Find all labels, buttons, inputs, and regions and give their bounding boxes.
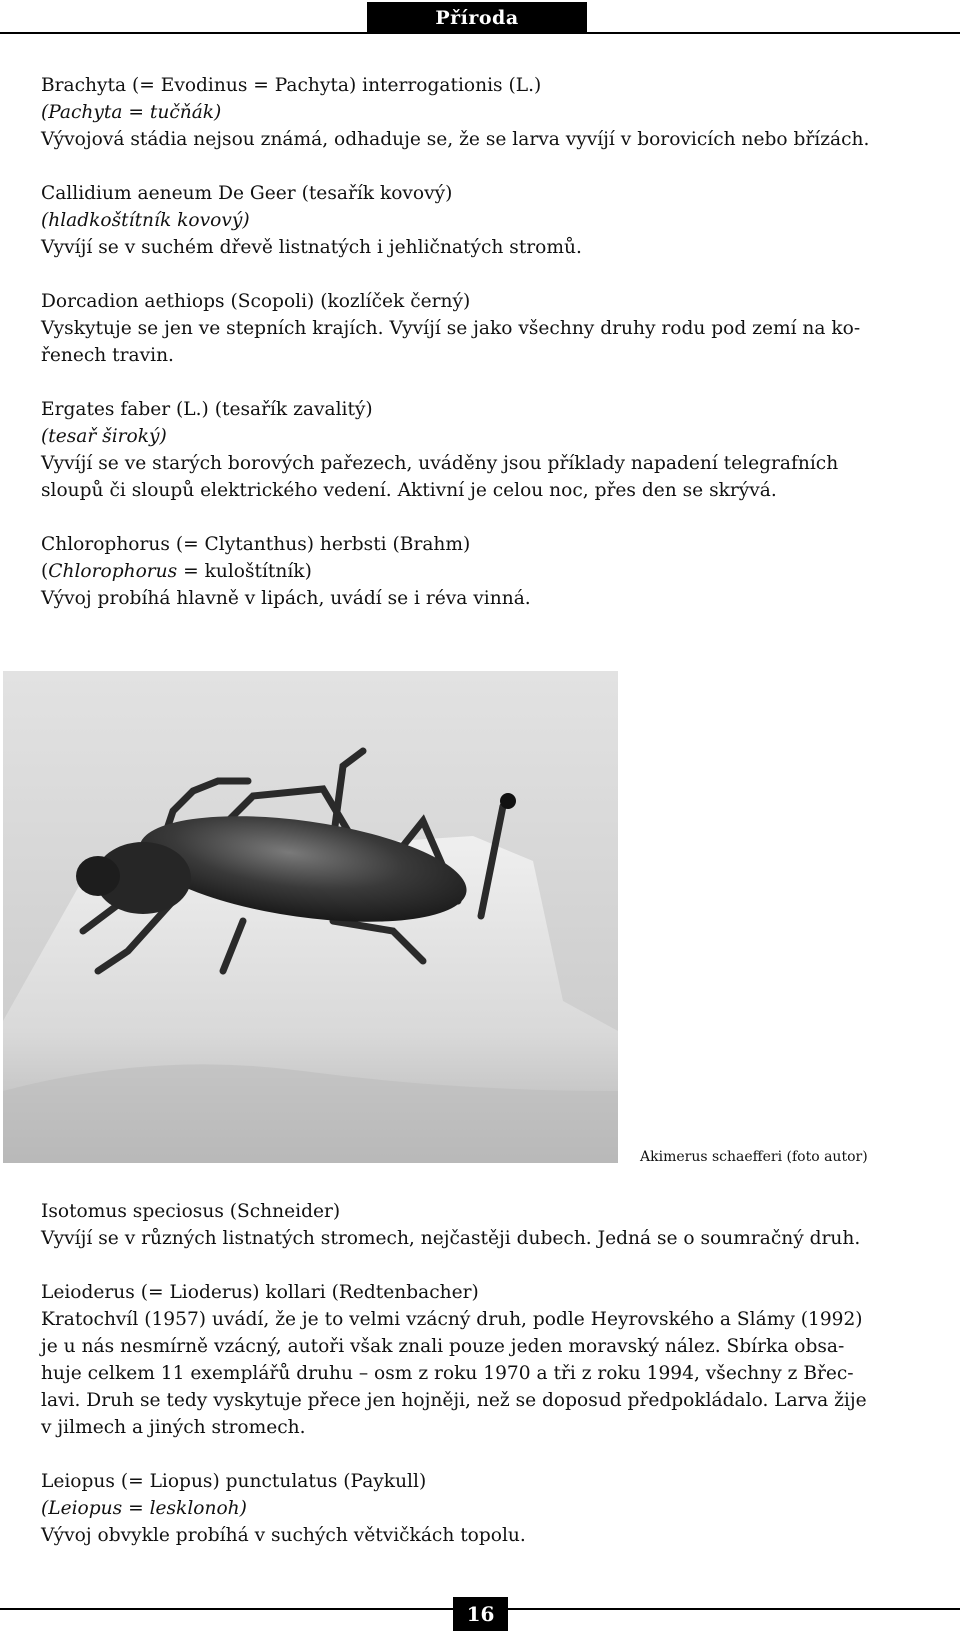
entry-brachyta <box>41 72 921 153</box>
entries-bottom <box>41 1198 921 1576</box>
species-description: Vyvíjí se v suchém dřevě listnatých i jehličnatých stromů. <box>41 237 582 258</box>
species-description-line: Kratochvíl (1957) uvádí, že je to velmi vzácný druh, podle Heyrovského a Slámy (1992) <box>41 1309 863 1330</box>
species-description-line: lavi. Druh se tedy vyskytuje přece jen hojněji, než se doposud předpokládalo. Larva žije <box>41 1390 867 1411</box>
entry-leioderus <box>41 1279 921 1441</box>
beetle-photo-illustration <box>3 671 618 1163</box>
species-alt-name: (Pachyta = tučňák) <box>41 102 222 123</box>
alt-name-genus: Chlorophorus <box>48 561 178 582</box>
photo-caption: Akimerus schaefferi (foto autor) <box>640 1149 868 1165</box>
species-name: Leioderus (= Lioderus) kollari (Redtenbacher) <box>41 1282 479 1303</box>
species-description-line: je u nás nesmírně vzácný, autoři však znali pouze jeden moravský nález. Sbírka obsa- <box>41 1336 845 1357</box>
species-description-line: v jilmech a jiných stromech. <box>41 1417 306 1438</box>
species-alt-name <box>41 558 921 585</box>
pin-head <box>500 793 516 809</box>
species-description-line: Vyskytuje se jen ve stepních krajích. Vyvíjí se jako všechny druhy rodu pod zemí na ko- <box>41 318 861 339</box>
alt-name-rest: = kuloštítník) <box>177 561 312 582</box>
alt-name-open: ( <box>41 561 49 582</box>
species-description-line: Vyvíjí se ve starých borových pařezech, uváděny jsou příklady napadení telegrafních <box>41 453 839 474</box>
entry-ergates <box>41 396 921 504</box>
species-name: Isotomus speciosus (Schneider) <box>41 1201 341 1222</box>
entry-callidium <box>41 180 921 261</box>
species-alt-name: (tesař široký) <box>41 426 167 447</box>
species-name: Callidium aeneum De Geer (tesařík kovový) <box>41 183 453 204</box>
species-description: Vývoj probíhá hlavně v lipách, uvádí se i réva vinná. <box>41 588 531 609</box>
section-title: Příroda <box>367 2 587 33</box>
species-name: Chlorophorus (= Clytanthus) herbsti (Brahm) <box>41 534 471 555</box>
beetle-head <box>76 856 120 896</box>
beetle-photo <box>3 671 618 1163</box>
species-description-line: řenech travin. <box>41 345 174 366</box>
species-name: Leiopus (= Liopus) punctulatus (Paykull) <box>41 1471 427 1492</box>
species-description: Vývojová stádia nejsou známá, odhaduje se, že se larva vyvíjí v borovicích nebo břízách. <box>41 129 870 150</box>
entry-leiopus <box>41 1468 921 1549</box>
species-name: Brachyta (= Evodinus = Pachyta) interrogationis (L.) <box>41 75 542 96</box>
species-description: Vyvíjí se v různých listnatých stromech, nejčastěji dubech. Jedná se o soumračný druh. <box>41 1228 861 1249</box>
page-number: 16 <box>453 1597 508 1631</box>
species-description-line: sloupů či sloupů elektrického vedení. Aktivní je celou noc, přes den se skrývá. <box>41 480 777 501</box>
species-name: Dorcadion aethiops (Scopoli) (kozlíček černý) <box>41 291 471 312</box>
species-description-line: huje celkem 11 exemplářů druhu – osm z roku 1970 a tři z roku 1994, všechny z Břec- <box>41 1363 854 1384</box>
species-alt-name: (Leiopus = lesklonoh) <box>41 1498 247 1519</box>
entries-top <box>41 72 921 639</box>
species-description: Vývoj obvykle probíhá v suchých větvičkách topolu. <box>41 1525 526 1546</box>
species-name: Ergates faber (L.) (tesařík zavalitý) <box>41 399 373 420</box>
entry-chlorophorus <box>41 531 921 612</box>
entry-isotomus <box>41 1198 921 1252</box>
entry-dorcadion <box>41 288 921 369</box>
species-alt-name: (hladkoštítník kovový) <box>41 210 250 231</box>
